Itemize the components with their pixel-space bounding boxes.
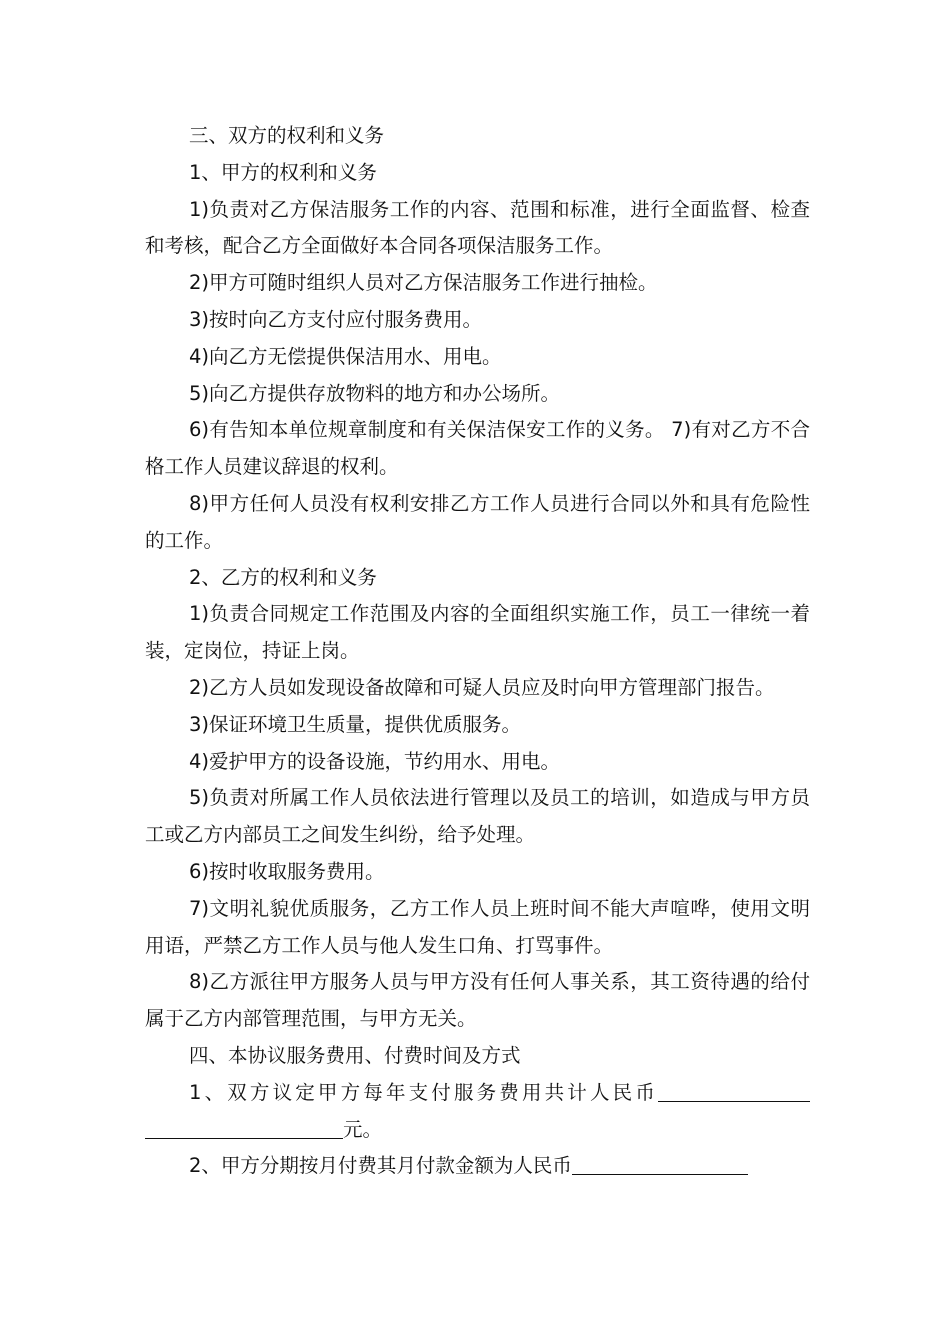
party-b-item-7: 7)文明礼貌优质服务，乙方工作人员上班时间不能大声喧哗，使用文明用语，严禁乙方工作人员与他人发生口角、打骂事件。	[145, 896, 810, 957]
party-b-item-8: 8)乙方派往甲方服务人员与甲方没有任何人事关系，其工资待遇的给付属于乙方内部管理范围，与甲方无关。	[145, 970, 810, 1031]
party-b-item-5: 5)负责对所属工作人员依法进行管理以及员工的培训，如造成与甲方员工或乙方内部员工之间发生纠纷，给予处理。	[145, 786, 810, 847]
party-a-item-4: 4)向乙方无偿提供保洁用水、用电。	[189, 344, 502, 368]
section-heading-fees: 四、本协议服务费用、付费时间及方式	[189, 1043, 521, 1067]
party-b-item-2: 2)乙方人员如发现设备故障和可疑人员应及时向甲方管理部门报告。	[189, 675, 775, 699]
party-b-item-1: 1)负责合同规定工作范围及内容的全面组织实施工作，员工一律统一着装，定岗位，持证上岗。	[145, 602, 810, 663]
party-a-item-3: 3)按时向乙方支付应付服务费用。	[189, 307, 483, 331]
fee-clause-annual-text: 1、双方议定甲方每年支付服务费用共计人民币	[189, 1080, 658, 1104]
party-b-item-3: 3)保证环境卫生质量，提供优质服务。	[189, 712, 522, 736]
annual-amount-blank-line	[658, 1079, 810, 1102]
party-b-heading: 2、乙方的权利和义务	[189, 565, 377, 589]
party-a-item-8: 8)甲方任何人员没有权利安排乙方工作人员进行合同以外和具有危险性的工作。	[145, 491, 810, 552]
party-b-item-6: 6)按时收取服务费用。	[189, 859, 385, 883]
fee-clause-annual-suffix: 元。	[343, 1117, 383, 1141]
fee-clause-monthly-text: 2、甲方分期按月付费其月付款金额为人民币	[189, 1154, 572, 1178]
fee-clause-monthly	[145, 1148, 810, 1185]
section-heading-rights-obligations: 三、双方的权利和义务	[189, 124, 385, 147]
party-a-item-6-7: 6)有告知本单位规章制度和有关保洁保安工作的义务。 7)有对乙方不合格工作人员建议辞退的权利。	[145, 418, 810, 479]
annual-amount-blank-line-continued	[145, 1116, 343, 1139]
fee-clause-annual	[145, 1075, 810, 1149]
party-a-item-1: 1)负责对乙方保洁服务工作的内容、范围和标准，进行全面监督、检查和考核，配合乙方全面做好本合同各项保洁服务工作。	[145, 197, 810, 258]
party-a-item-2: 2)甲方可随时组织人员对乙方保洁服务工作进行抽检。	[189, 271, 658, 295]
monthly-amount-blank-line	[572, 1152, 748, 1175]
party-a-item-5: 5)向乙方提供存放物料的地方和办公场所。	[189, 381, 561, 405]
party-a-heading: 1、甲方的权利和义务	[189, 160, 377, 184]
contract-body	[145, 118, 810, 1185]
party-b-item-4: 4)爱护甲方的设备设施，节约用水、用电。	[189, 749, 561, 773]
